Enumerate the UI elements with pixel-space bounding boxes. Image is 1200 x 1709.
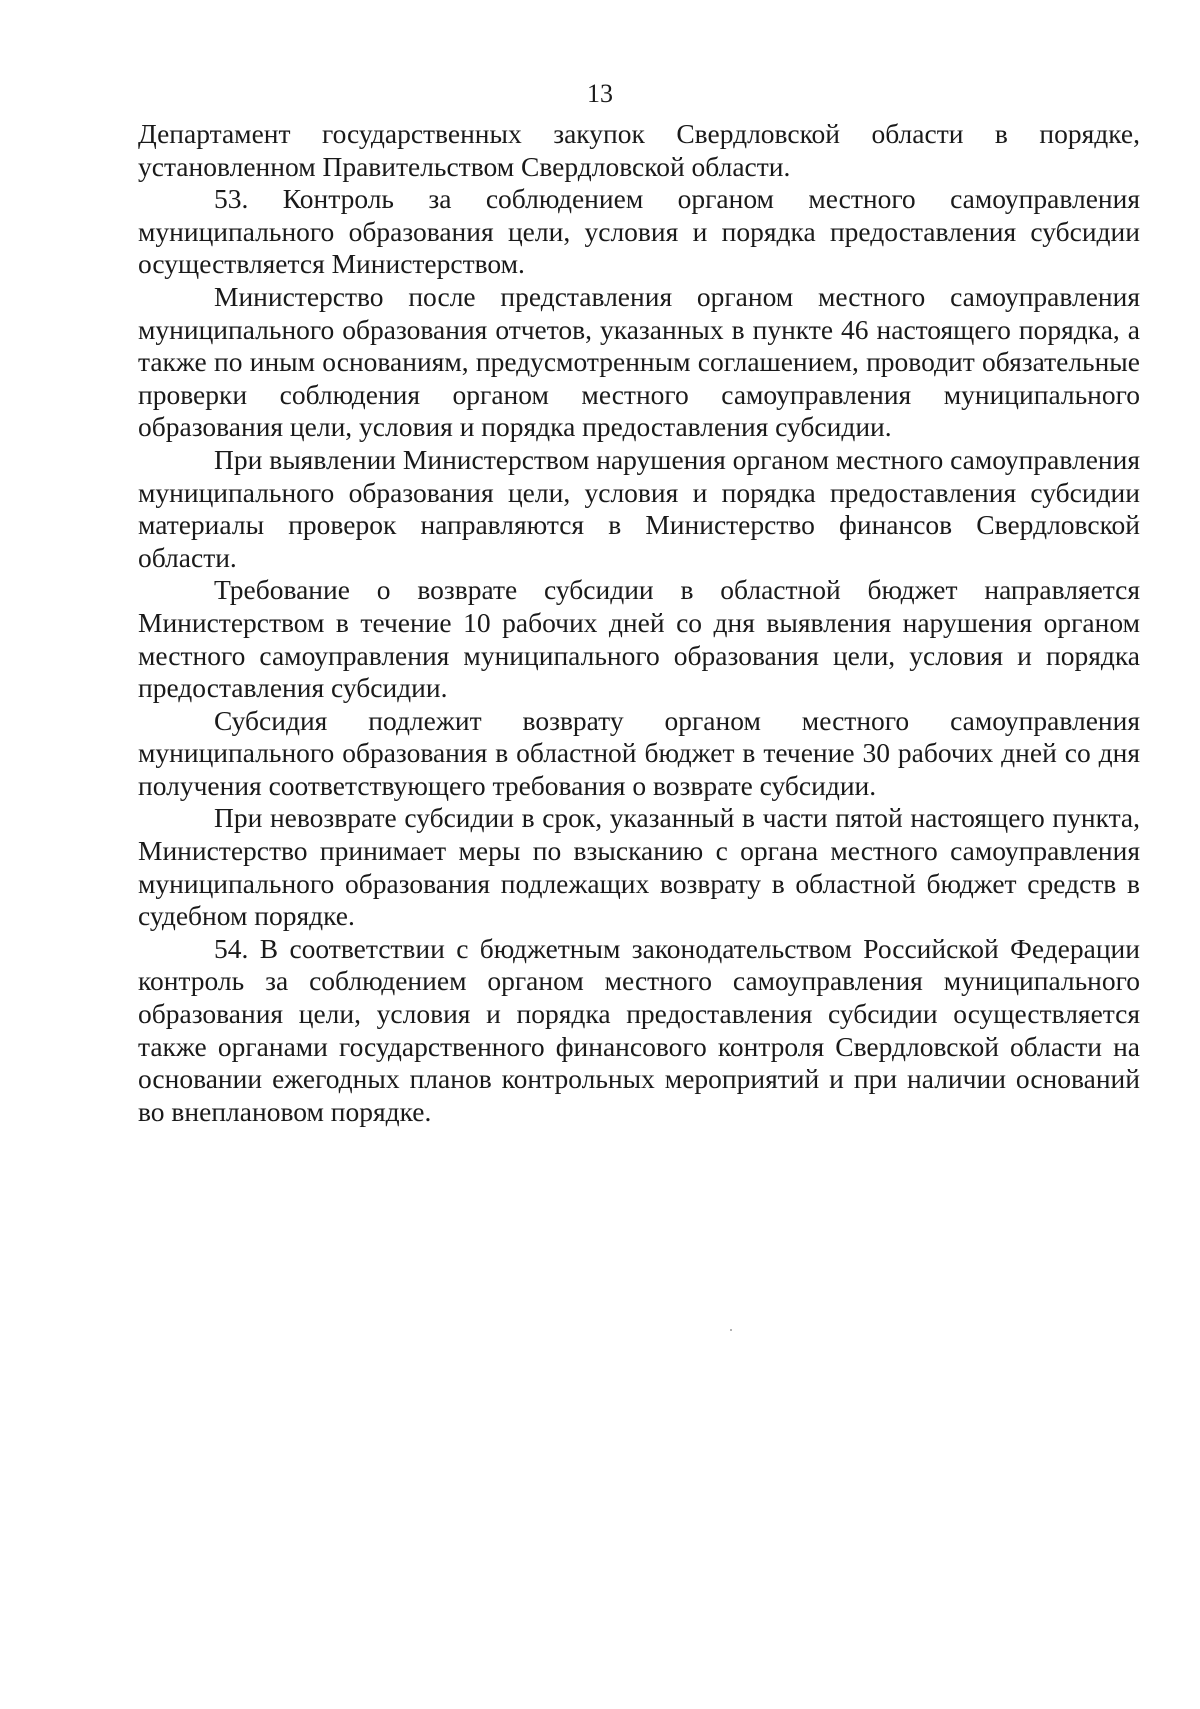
paragraph-ministry-inspections: Министерство после представления органом местного самоуправления муниципального образования отчетов, указанных в пункте 46 настоящего порядка, а также по иным основаниям, предусмотренным соглашением, проводит обязательные проверки соблюдения органом местного самоуправления муниципального образования цели, условия и порядка предоставления субсидии.	[138, 280, 1140, 443]
scan-artifact-dot	[730, 1329, 732, 1331]
document-body	[138, 118, 1140, 1128]
paragraph-item-53: 53. Контроль за соблюдением органом местного самоуправления муниципального образования цели, условия и порядка предоставления субсидии осуществляется Министерством.	[138, 183, 1140, 280]
paragraph-violation-materials: При выявлении Министерством нарушения органом местного самоуправления муниципального образования цели, условия и порядка предоставления субсидии материалы проверок направляются в Министерство финансов Свердловской области.	[138, 443, 1140, 573]
paragraph-continuation: Департамент государственных закупок Свердловской области в порядке, установленном Правительством Свердловской области.	[138, 118, 1140, 182]
page-number: 13	[587, 79, 613, 108]
paragraph-return-deadline: Субсидия подлежит возврату органом местного самоуправления муниципального образования в областной бюджет в течение 30 рабочих дней со дня получения соответствующего требования о возврате субсидии.	[138, 704, 1140, 801]
paragraph-return-requirement: Требование о возврате субсидии в областной бюджет направляется Министерством в течение 10 рабочих дней со дня выявления нарушения органом местного самоуправления муниципального образования цели, условия и порядка предоставления субсидии.	[138, 574, 1140, 704]
paragraph-non-return-measures: При невозврате субсидии в срок, указанный в части пятой настоящего пункта, Министерство принимает меры по взысканию с органа местного самоуправления муниципального образования подлежащих возврату в областной бюджет средств в судебном порядке.	[138, 802, 1140, 932]
paragraph-item-54: 54. В соответствии с бюджетным законодательством Российской Федерации контроль за соблюдением органом местного самоуправления муниципального образования цели, условия и порядка предоставления субсидии осуществляется также органами государственного финансового контроля Свердловской области на основании ежегодных планов контрольных мероприятий и при наличии оснований во внеплановом порядке.	[138, 932, 1140, 1127]
